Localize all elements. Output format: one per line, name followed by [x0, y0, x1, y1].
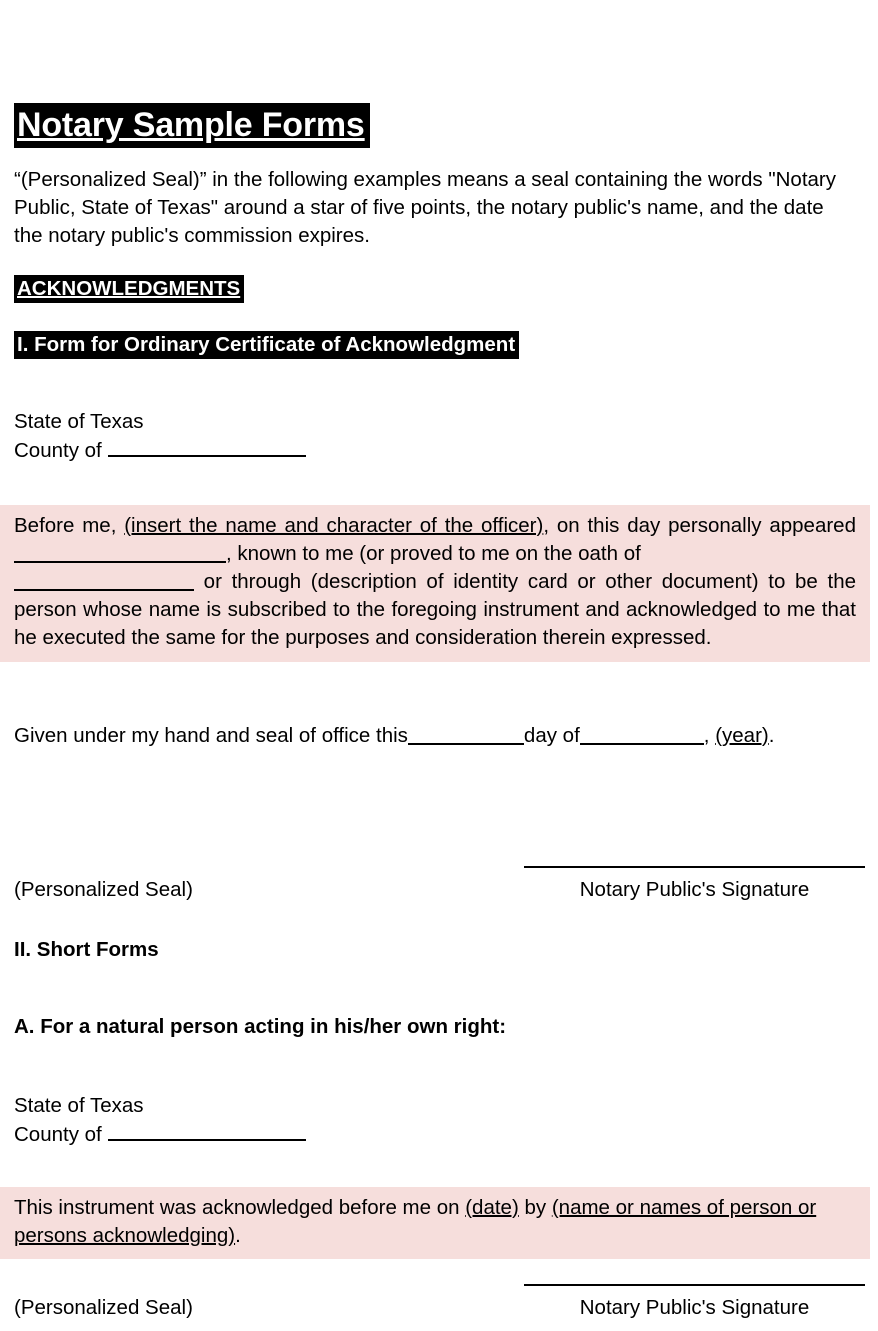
- signature-line-2[interactable]: [524, 1284, 865, 1286]
- ack-text-5: or through (description of identity card or other document) to be the person whose name is subscribed to the foregoing instrument and acknowledged to me that he executed the same for the purposes and consideration therein expressed.: [14, 570, 856, 649]
- name-placeholder: (name or names of person or persons acknowledging): [14, 1196, 817, 1247]
- given-text-5: .: [768, 724, 775, 747]
- given-text-1: Given under my hand and seal of office this: [14, 724, 408, 747]
- ack-officer-placeholder: (insert the name and character of the officer): [124, 514, 544, 537]
- county-blank-1[interactable]: [108, 440, 306, 457]
- given-under-hand-paragraph: [14, 721, 864, 750]
- intro-paragraph: “(Personalized Seal)” in the following examples means a seal containing the words "Notary Public, State of Texas" around a star of five points, the notary public's name, and the date the notary public's commission expires.: [14, 168, 836, 247]
- acknowledgment-body-text: [0, 512, 870, 652]
- signature-block-2: [0, 1284, 878, 1330]
- ack-text-4: , known to me (or proved to me on the oath of: [226, 542, 641, 565]
- ack-text-3: , on this day personally appeared: [543, 514, 856, 537]
- appeared-blank[interactable]: [14, 544, 226, 563]
- identity-blank[interactable]: [14, 572, 194, 591]
- personalized-seal-label-2: (Personalized Seal): [14, 1296, 193, 1319]
- state-line-2: State of Texas: [14, 1094, 144, 1117]
- heading-form-ordinary-certificate: I. Form for Ordinary Certificate of Acknowledgment: [14, 331, 519, 359]
- short-form-body-highlight: [0, 1187, 870, 1259]
- county-line-1: [14, 436, 306, 465]
- section-heading-acknowledgments: ACKNOWLEDGMENTS: [14, 275, 244, 303]
- personalized-seal-label-1: (Personalized Seal): [14, 878, 193, 901]
- given-text-3: ,: [703, 724, 716, 747]
- acknowledgment-body-highlight: [0, 505, 870, 662]
- day-blank[interactable]: [408, 726, 524, 745]
- venue-block-1: [14, 407, 306, 465]
- short-form-body-text: [0, 1194, 870, 1250]
- ack-text-1: Before me,: [14, 514, 125, 537]
- year-placeholder: (year): [715, 724, 769, 747]
- county-label-2: County of: [14, 1123, 102, 1146]
- date-placeholder: (date): [465, 1196, 519, 1219]
- signature-line-1[interactable]: [524, 866, 865, 868]
- heading-short-forms: II. Short Forms: [14, 938, 159, 961]
- page-title: Notary Sample Forms: [14, 103, 370, 148]
- county-label-1: County of: [14, 439, 102, 462]
- short-text-3: by: [518, 1196, 552, 1219]
- short-text-5: .: [235, 1224, 241, 1247]
- venue-block-2: [14, 1091, 306, 1149]
- heading-natural-person: A. For a natural person acting in his/her own right:: [14, 1015, 507, 1038]
- notary-signature-label-2: Notary Public's Signature: [579, 1296, 810, 1319]
- given-text-2: day of: [523, 724, 580, 747]
- month-blank[interactable]: [580, 726, 704, 745]
- state-line-1: State of Texas: [14, 410, 144, 433]
- county-line-2: [14, 1120, 306, 1149]
- signature-block-1: [0, 866, 878, 912]
- county-blank-2[interactable]: [108, 1124, 306, 1141]
- notary-signature-label-1: Notary Public's Signature: [579, 878, 810, 901]
- short-text-1: This instrument was acknowledged before me on: [14, 1196, 466, 1219]
